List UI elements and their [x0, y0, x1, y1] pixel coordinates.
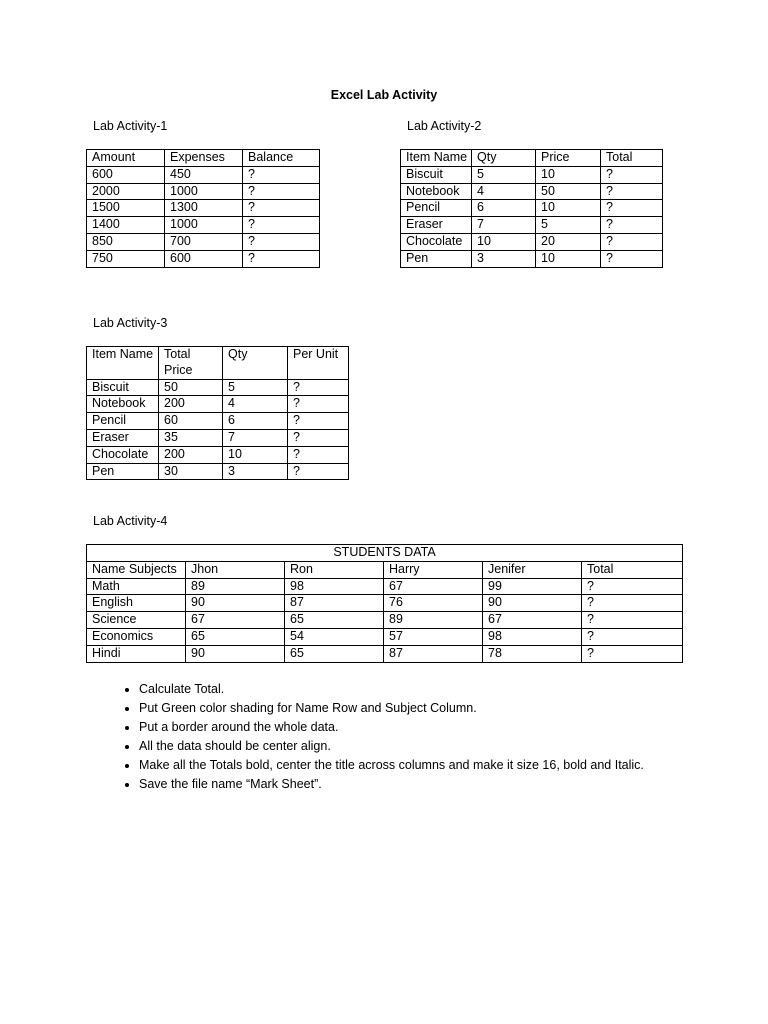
- table-row: [87, 446, 349, 463]
- table-cell: 2000: [87, 183, 165, 200]
- table-cell: ?: [288, 396, 349, 413]
- header-cell: Harry: [384, 561, 483, 578]
- table-cell: 87: [384, 645, 483, 662]
- table-cell: 7: [472, 217, 536, 234]
- table-cell: Chocolate: [401, 233, 472, 250]
- table-cell: ?: [288, 429, 349, 446]
- table-cell: 1000: [165, 183, 243, 200]
- table-cell: 4: [223, 396, 288, 413]
- table-cell: Biscuit: [87, 379, 159, 396]
- table-row: [401, 217, 663, 234]
- table-cell: 850: [87, 233, 165, 250]
- table-row: [87, 578, 683, 595]
- table-cell: 10: [536, 166, 601, 183]
- list-item: • Save the file name “Mark Sheet”.: [139, 775, 759, 794]
- table-row: [401, 233, 663, 250]
- table-cell: ?: [582, 578, 683, 595]
- table-cell: 3: [472, 250, 536, 267]
- instructions-list: [104, 680, 759, 795]
- table-cell: 99: [483, 578, 582, 595]
- list-item: • Make all the Totals bold, center the title across columns and make it size 16, bold and Italic.: [139, 756, 759, 775]
- table-cell: 6: [223, 413, 288, 430]
- table-cell: ?: [582, 595, 683, 612]
- table-cell: 10: [536, 250, 601, 267]
- table-cell: 30: [159, 463, 223, 480]
- table-cell: 10: [536, 200, 601, 217]
- table-cell: ?: [582, 612, 683, 629]
- table-title-row: [87, 545, 683, 562]
- activity2-heading: Lab Activity-2: [407, 119, 482, 133]
- table-cell: Eraser: [87, 429, 159, 446]
- table-cell: Chocolate: [87, 446, 159, 463]
- table-cell: 600: [87, 166, 165, 183]
- table-cell: ?: [601, 200, 663, 217]
- table-cell: 90: [186, 595, 285, 612]
- table-row: [401, 250, 663, 267]
- table-cell: Pen: [87, 463, 159, 480]
- table-cell: 54: [285, 628, 384, 645]
- table-cell: ?: [601, 217, 663, 234]
- table-cell: Notebook: [87, 396, 159, 413]
- table-cell: 200: [159, 446, 223, 463]
- activity4-table: [86, 544, 683, 663]
- table-cell: ?: [243, 166, 320, 183]
- table-cell: 67: [384, 578, 483, 595]
- table-cell: Economics: [87, 628, 186, 645]
- header-cell: Expenses: [165, 150, 243, 167]
- table-cell: 60: [159, 413, 223, 430]
- list-item: • Put a border around the whole data.: [139, 718, 759, 737]
- table-row: [87, 595, 683, 612]
- header-cell: Total: [601, 150, 663, 167]
- table-cell: Hindi: [87, 645, 186, 662]
- table-cell: Pencil: [401, 200, 472, 217]
- header-cell: Per Unit: [288, 347, 349, 380]
- table-cell: ?: [601, 183, 663, 200]
- table-cell: ?: [243, 200, 320, 217]
- table-cell: ?: [243, 233, 320, 250]
- list-item: • Calculate Total.: [139, 680, 759, 699]
- table-cell: ?: [582, 645, 683, 662]
- table-row: [87, 379, 349, 396]
- table-row: [87, 183, 320, 200]
- table-row: [87, 463, 349, 480]
- table-cell: Pen: [401, 250, 472, 267]
- table-cell: 1000: [165, 217, 243, 234]
- activity1-table: [86, 149, 320, 268]
- table-cell: 65: [285, 612, 384, 629]
- table-cell: 87: [285, 595, 384, 612]
- table-cell: ?: [288, 413, 349, 430]
- table-cell: ?: [601, 233, 663, 250]
- activity3-heading: Lab Activity-3: [93, 316, 168, 330]
- activity3-table: [86, 346, 349, 480]
- table-cell: 200: [159, 396, 223, 413]
- table-cell: 65: [285, 645, 384, 662]
- header-cell: Balance: [243, 150, 320, 167]
- list-item: • All the data should be center align.: [139, 737, 759, 756]
- header-cell: Qty: [223, 347, 288, 380]
- table-cell: English: [87, 595, 186, 612]
- header-cell: Price: [536, 150, 601, 167]
- table-cell: ?: [288, 446, 349, 463]
- table-cell: ?: [243, 217, 320, 234]
- table-cell: 50: [159, 379, 223, 396]
- table-cell: ?: [601, 166, 663, 183]
- header-cell: Amount: [87, 150, 165, 167]
- header-cell: Total: [582, 561, 683, 578]
- table-cell: 67: [483, 612, 582, 629]
- table-cell: 10: [472, 233, 536, 250]
- table-row: [87, 217, 320, 234]
- table-cell: 90: [186, 645, 285, 662]
- table-cell: 750: [87, 250, 165, 267]
- header-cell: Total Price: [159, 347, 223, 380]
- table-cell: 20: [536, 233, 601, 250]
- table-row: [87, 396, 349, 413]
- table-cell: 5: [472, 166, 536, 183]
- activity2-table: [400, 149, 663, 268]
- table-cell: Math: [87, 578, 186, 595]
- table-cell: 67: [186, 612, 285, 629]
- table-cell: ?: [288, 379, 349, 396]
- table-cell: 1300: [165, 200, 243, 217]
- header-cell: Ron: [285, 561, 384, 578]
- table-row: [87, 413, 349, 430]
- table-cell: 700: [165, 233, 243, 250]
- table-cell: Pencil: [87, 413, 159, 430]
- table-row: [401, 166, 663, 183]
- table-row: [87, 429, 349, 446]
- header-cell: Item Name: [401, 150, 472, 167]
- table-cell: 6: [472, 200, 536, 217]
- table-cell: 98: [483, 628, 582, 645]
- table-cell: 1400: [87, 217, 165, 234]
- table-header-row: [401, 150, 663, 167]
- table-cell: 90: [483, 595, 582, 612]
- table-cell: Eraser: [401, 217, 472, 234]
- table-cell: 89: [384, 612, 483, 629]
- table-header-row: [87, 561, 683, 578]
- table-cell: 7: [223, 429, 288, 446]
- page-title: Excel Lab Activity: [330, 88, 438, 102]
- header-cell: Jhon: [186, 561, 285, 578]
- table-cell: 450: [165, 166, 243, 183]
- table-cell: Biscuit: [401, 166, 472, 183]
- activity1-heading: Lab Activity-1: [93, 119, 168, 133]
- table-cell: ?: [243, 183, 320, 200]
- header-cell: Qty: [472, 150, 536, 167]
- table-row: [87, 612, 683, 629]
- table-cell: ?: [243, 250, 320, 267]
- table-cell: 5: [223, 379, 288, 396]
- table-row: [87, 645, 683, 662]
- table-row: [401, 200, 663, 217]
- table-cell: ?: [288, 463, 349, 480]
- table-cell: ?: [601, 250, 663, 267]
- table-header-row: [87, 347, 349, 380]
- table-cell: 65: [186, 628, 285, 645]
- table-cell: 57: [384, 628, 483, 645]
- activity4-heading: Lab Activity-4: [93, 514, 168, 528]
- list-item: • Put Green color shading for Name Row and Subject Column.: [139, 699, 759, 718]
- table-row: [87, 166, 320, 183]
- table-cell: 3: [223, 463, 288, 480]
- table-row: [87, 628, 683, 645]
- header-cell: Name Subjects: [87, 561, 186, 578]
- table-cell: 4: [472, 183, 536, 200]
- table-cell: 50: [536, 183, 601, 200]
- table-header-row: [87, 150, 320, 167]
- students-data-title: STUDENTS DATA: [87, 545, 683, 562]
- table-row: [87, 233, 320, 250]
- header-cell: Item Name: [87, 347, 159, 380]
- table-cell: Notebook: [401, 183, 472, 200]
- table-cell: 600: [165, 250, 243, 267]
- table-cell: ?: [582, 628, 683, 645]
- table-cell: 1500: [87, 200, 165, 217]
- table-cell: 78: [483, 645, 582, 662]
- table-row: [401, 183, 663, 200]
- table-cell: 89: [186, 578, 285, 595]
- table-cell: 5: [536, 217, 601, 234]
- table-cell: 76: [384, 595, 483, 612]
- header-cell: Jenifer: [483, 561, 582, 578]
- table-cell: 10: [223, 446, 288, 463]
- table-cell: 98: [285, 578, 384, 595]
- table-cell: Science: [87, 612, 186, 629]
- table-cell: 35: [159, 429, 223, 446]
- table-row: [87, 200, 320, 217]
- table-row: [87, 250, 320, 267]
